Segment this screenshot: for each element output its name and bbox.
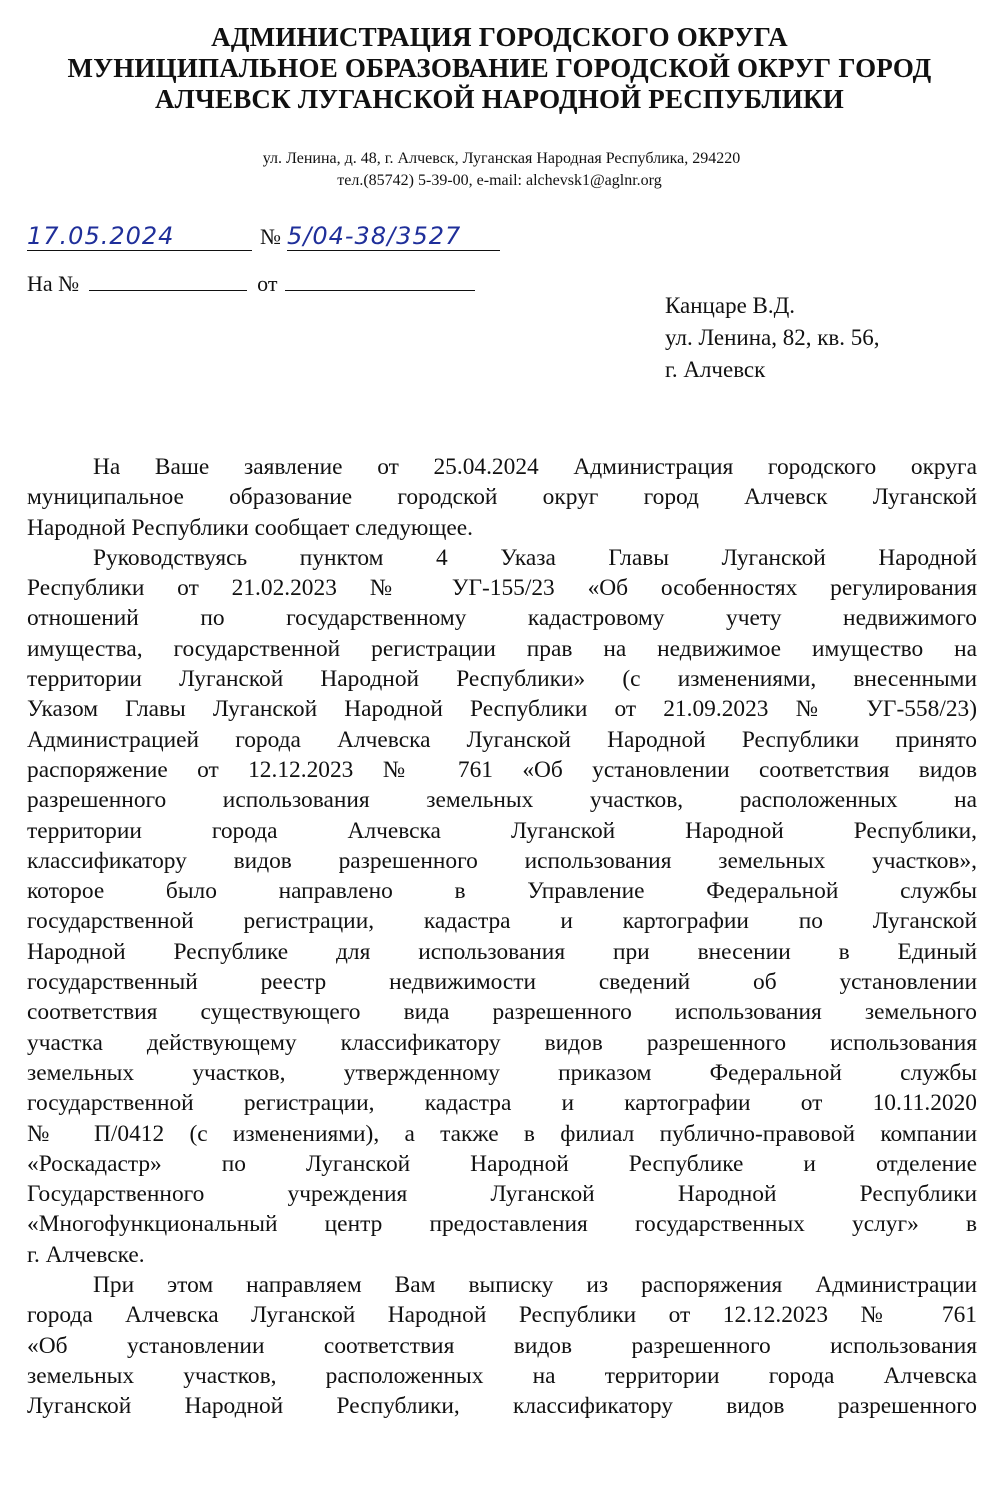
body-line: распоряжение от 12.12.2023 № 761 «Об установлении соответствия видов xyxy=(27,756,977,783)
letterhead-line-3: АЛЧЕВСК ЛУГАНСКОЙ НАРОДНОЙ РЕСПУБЛИКИ xyxy=(154,84,845,114)
body-line: При этом направляем Вам выписку из распоряжения Администрации xyxy=(93,1272,977,1299)
body-line: государственный реестр недвижимости сведений об установлении xyxy=(27,969,977,996)
reply-date-blank xyxy=(285,268,475,291)
outgoing-number: 5/04-38/3527 xyxy=(287,222,462,250)
addressee-name: Канцаре В.Д. xyxy=(665,293,796,318)
reply-reference xyxy=(27,268,475,297)
reply-number-label: На № xyxy=(27,271,80,296)
letterhead-line-1: АДМИНИСТРАЦИЯ ГОРОДСКОГО ОКРУГА xyxy=(211,22,788,52)
body-line: государственной регистрации, кадастра и картографии по Луганской xyxy=(27,908,977,935)
body-line: Администрацией города Алчевска Луганской Народной Республики принято xyxy=(27,726,977,753)
letterhead xyxy=(0,22,999,115)
body-line: участка действующему классификатору видов разрешенного использования xyxy=(27,1029,977,1056)
body-line: территории Луганской Народной Республики» (с изменениями, внесенными xyxy=(27,666,977,693)
letter-body xyxy=(27,452,977,1422)
contact-block xyxy=(0,148,999,192)
body-line: соответствия существующего вида разрешенного использования земельного xyxy=(27,999,977,1026)
phone-email: тел.(85742) 5-39-00, e-mail: alchevsk1@aglnr.org xyxy=(337,172,662,189)
body-line: которое было направлено в Управление Федеральной службы xyxy=(27,878,977,905)
body-line: Луганской Народной Республики, классификатору видов разрешенного xyxy=(27,1393,977,1420)
body-line: Народной Республике для использования при внесении в Единый xyxy=(27,938,977,965)
outgoing-date-field xyxy=(27,222,252,251)
body-line: Республики от 21.02.2023 № УГ-155/23 «Об особенностях регулирования xyxy=(27,575,977,602)
addressee-city: г. Алчевск xyxy=(665,357,766,382)
body-line: Государственного учреждения Луганской Народной Республики xyxy=(27,1181,977,1208)
body-line: отношений по государственному кадастровому учету недвижимого xyxy=(27,605,977,632)
body-line: государственной регистрации, кадастра и картографии от 10.11.2020 xyxy=(27,1090,977,1117)
body-line: муниципальное образование городской округ город Алчевск Луганской xyxy=(27,484,977,511)
body-line: территории города Алчевска Луганской Народной Республики, xyxy=(27,817,977,844)
body-line: Народной Республики сообщает следующее. xyxy=(27,514,473,541)
body-line: Указом Главы Луганской Народной Республики от 21.09.2023 № УГ-558/23) xyxy=(27,696,977,723)
body-line: г. Алчевске. xyxy=(27,1241,145,1268)
body-line: земельных участков, утвержденному приказом Федеральной службы xyxy=(27,1059,977,1086)
outgoing-registration xyxy=(27,222,500,251)
body-line: разрешенного использования земельных участков, расположенных на xyxy=(27,787,977,814)
addressee-block xyxy=(665,290,880,386)
body-line: Руководствуясь пунктом 4 Указа Главы Луганской Народной xyxy=(93,544,977,571)
reply-from-label: от xyxy=(257,271,278,296)
body-line: «Роскадастр» по Луганской Народной Республике и отделение xyxy=(27,1150,977,1177)
body-line: № П/0412 (с изменениями), а также в филиал публично-правовой компании xyxy=(27,1120,977,1147)
reply-number-blank xyxy=(89,268,247,291)
addressee-street: ул. Ленина, 82, кв. 56, xyxy=(665,325,880,350)
postal-address: ул. Ленина, д. 48, г. Алчевск, Луганская Народная Республика, 294220 xyxy=(262,150,741,167)
number-sign: № xyxy=(260,224,281,249)
body-line: земельных участков, расположенных на территории города Алчевска xyxy=(27,1362,977,1389)
body-line: На Ваше заявление от 25.04.2024 Администрация городского округа xyxy=(93,454,977,480)
body-line: «Многофункциональный центр предоставления государственных услуг» в xyxy=(27,1211,977,1238)
body-line: «Об установлении соответствия видов разрешенного использования xyxy=(27,1332,977,1359)
outgoing-date: 17.05.2024 xyxy=(27,222,175,250)
outgoing-number-field xyxy=(287,222,500,251)
letterhead-line-2: МУНИЦИПАЛЬНОЕ ОБРАЗОВАНИЕ ГОРОДСКОЙ ОКРУГ ГОРОД xyxy=(67,53,932,83)
body-line: имущества, государственной регистрации прав на недвижимое имущество на xyxy=(27,635,977,662)
body-line: города Алчевска Луганской Народной Республики от 12.12.2023 № 761 xyxy=(27,1302,977,1329)
body-line: классификатору видов разрешенного использования земельных участков», xyxy=(27,847,977,874)
